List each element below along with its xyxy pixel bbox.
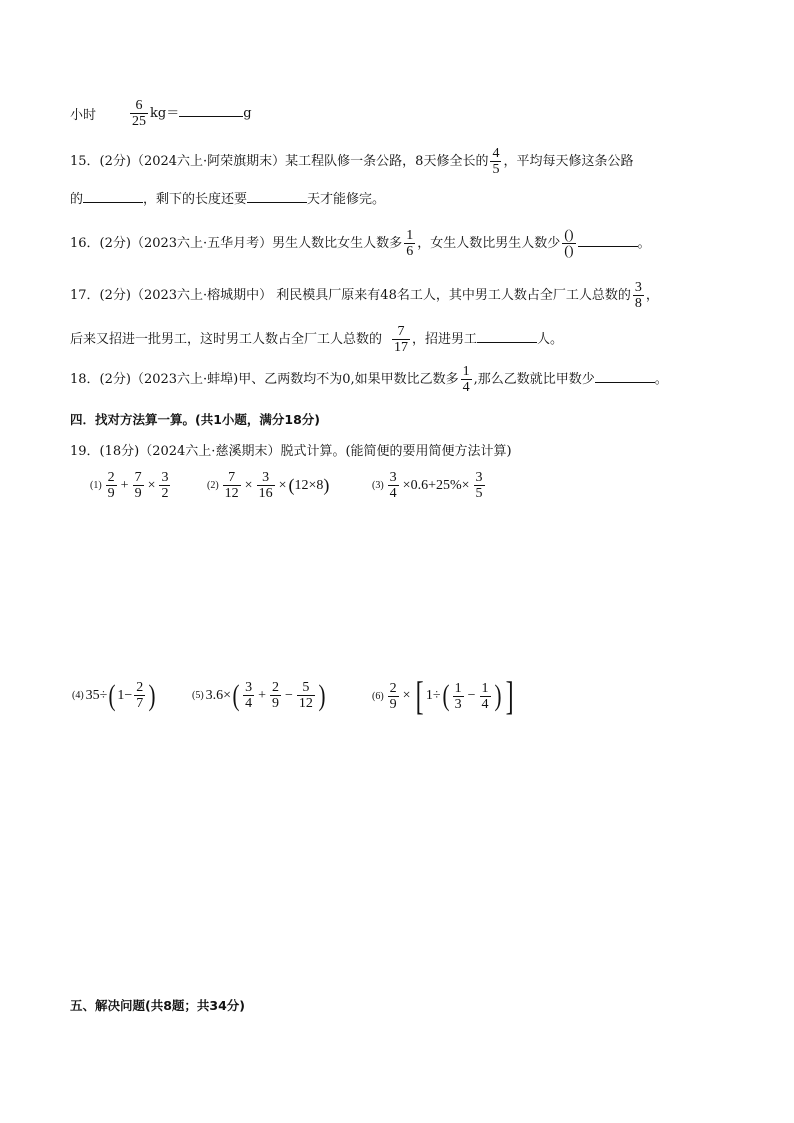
problem-1: (1) $\frac{2}{9}$ + $\frac{7}{9}$ × $\frac{3}{2}$ <box>90 470 169 501</box>
fraction: $\frac{3}{2}$ <box>161 470 169 501</box>
problem-2: (2) $\frac{7}{12}$ × $\frac{3}{16}$ × ( 12×8 ) <box>207 470 330 501</box>
fraction: $\frac{3}{16}$ <box>258 470 273 501</box>
fraction: $\frac{3}{4}$ <box>245 680 253 711</box>
question-18: 18．(2分)（2023六上·蚌埠)甲、乙两数均不为0,如果甲数比乙数多 $\frac{1}{4}$ ,那么乙数就比甲数少 。 <box>70 364 668 395</box>
fraction: $\frac{2}{9}$ <box>271 680 279 711</box>
q14-expression: $\frac{6}{25}$ kg＝ g <box>132 98 252 129</box>
q14-tail <box>70 108 96 124</box>
fraction: $\frac{2}{7}$ <box>136 680 144 711</box>
fraction: $\frac{1}{3}$ <box>454 680 462 712</box>
fraction: $\frac{2}{9}$ <box>389 680 397 712</box>
fraction: $\frac{5}{12}$ <box>298 680 313 711</box>
fraction: $\frac{3}{8}$ <box>634 280 642 311</box>
fraction: $\frac{4}{5}$ <box>492 146 500 177</box>
fraction-blank[interactable]: $\frac{()}{()}$ <box>564 228 574 259</box>
fraction: $\frac{1}{6}$ <box>406 228 414 259</box>
problem-5: (5) 3.6× ( $\frac{3}{4}$ + $\frac{2}{9}$ − $\frac{5}{12}$ ) <box>192 678 326 712</box>
question-15-line2: 的 ，剩下的长度还要 天才能修完。 <box>70 192 386 207</box>
problem-3: (3) $\frac{3}{4}$ ×0.6+25%× $\frac{3}{5}$ <box>372 470 483 501</box>
answer-blank[interactable] <box>83 190 143 203</box>
question-19: 19．(18分)（2024六上·慈溪期末）脱式计算。(能简便的要用简便方法计算) <box>70 444 512 459</box>
section-4-title: 四．找对方法算一算。(共1小题，满分18分) <box>70 412 321 427</box>
fraction: $\frac{7}{12}$ <box>224 470 239 501</box>
q14-prefix: 小时 <box>70 108 97 123</box>
answer-blank[interactable] <box>578 234 638 247</box>
fraction: $\frac{7}{9}$ <box>134 470 142 501</box>
problem-4: (4) 35÷ ( 1− $\frac{2}{7}$ ) <box>72 678 156 712</box>
question-17: 17．(2分)（2023六上·榕城期中） 利民模具厂原来有48名工人，其中男工人数占全厂工人总数的 $\frac{3}{8}$ ， <box>70 280 659 311</box>
question-17-line2: 后来又招进一批男工，这时男工人数占全厂工人总数的 $\frac{7}{17}$ ，招进男工 人。 <box>70 324 564 355</box>
fraction: $\frac{6}{25}$ <box>132 98 146 129</box>
answer-blank[interactable] <box>247 190 307 203</box>
fraction: $\frac{3}{4}$ <box>389 470 397 501</box>
fraction: $\frac{1}{4}$ <box>481 680 489 712</box>
section-5-title: 五、解决问题(共8题；共34分) <box>70 998 246 1013</box>
question-16: 16．(2分)（2023六上·五华月考）男生人数比女生人数多 $\frac{1}{6}$ ，女生人数比男生人数少 $\frac{()}{()}$ 。 <box>70 228 651 259</box>
fraction: $\frac{7}{17}$ <box>394 324 409 355</box>
fraction: $\frac{1}{4}$ <box>462 364 470 395</box>
answer-blank[interactable] <box>179 104 243 117</box>
answer-blank[interactable] <box>477 330 537 343</box>
problem-6: (6) $\frac{2}{9}$ × [ 1÷ ( $\frac{1}{3}$ − $\frac{1}{4}$ ) ] <box>372 673 514 718</box>
answer-blank[interactable] <box>595 370 655 383</box>
question-15: 15．(2分)（2024六上·阿荣旗期末）某工程队修一条公路，8天修全长的 $\frac{4}{5}$ ，平均每天修这条公路 <box>70 146 634 177</box>
fraction: $\frac{2}{9}$ <box>107 470 115 501</box>
fraction: $\frac{3}{5}$ <box>475 470 483 501</box>
